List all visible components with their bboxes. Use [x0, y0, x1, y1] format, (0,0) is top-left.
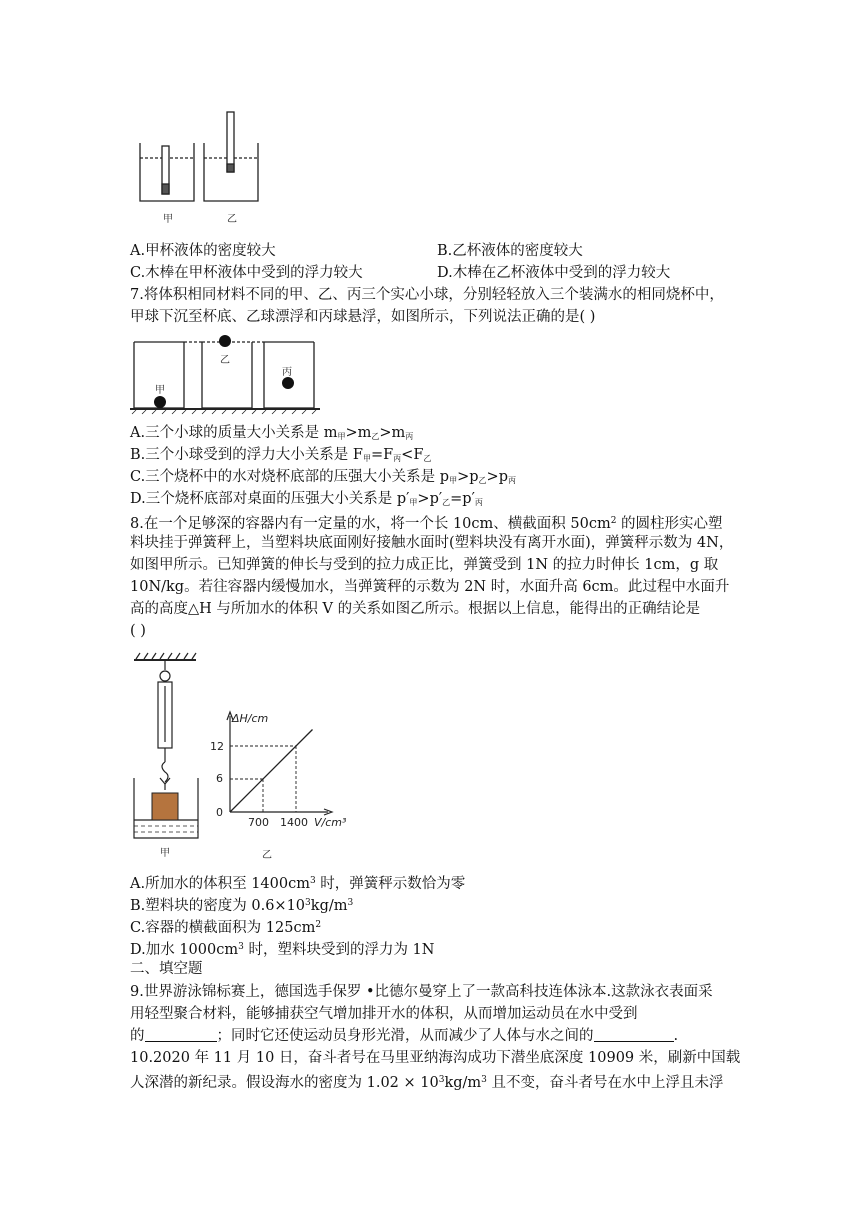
chart-series-line — [230, 730, 313, 813]
q8-fig-label-jia: 甲 — [160, 848, 170, 859]
ball-jia — [154, 396, 166, 408]
q6-option-c: C.木棒在甲杯液体中受到的浮力较大 — [130, 265, 363, 281]
ball-bing — [282, 377, 294, 389]
q7-fig-label-yi: 乙 — [220, 355, 230, 366]
q10-line1: 10.2020 年 11 月 10 日，奋斗者号在马里亚纳海沟成功下潜坐底深度 10909 米，刷新中国载 — [130, 1050, 741, 1066]
fig6-label-yi: 乙 — [227, 214, 237, 225]
q9-line1: 9.世界游泳锦标赛上，德国选手保罗 •比德尔曼穿上了一款高科技连体泳本.这款泳衣表面采 — [130, 984, 713, 1000]
q8-fig-label-yi: 乙 — [262, 850, 272, 861]
q6-option-a: A.甲杯液体的密度较大 — [130, 243, 276, 259]
chart-ylabel: ΔH/cm — [232, 712, 269, 725]
ball-yi — [219, 335, 231, 347]
q8-line6: ( ) — [130, 623, 146, 639]
q10-line2: 人深潜的新纪录。假设海水的密度为 $1.02 \times 10^3kg/m^3$ 且不变，奋斗者号在水中上浮且未浮 — [130, 1075, 724, 1091]
chart-ytick-0: 0 — [216, 806, 223, 819]
q8-option-b: B.塑料块的密度为 $0.6\times 10^3kg/m^3$ — [130, 898, 354, 914]
q9-line2: 用轻型聚合材料，能够捕获空气增加排开水的体积，从而增加运动员在水中受到 — [130, 1006, 638, 1022]
q8-line4: 10N/kg。若往容器内缓慢加水，当弹簧秤的示数为 2N 时，水面升高 6cm。此过程中水面升 — [130, 579, 730, 595]
q7-option-b: B.三个小球受到的浮力大小关系是 $F_甲=F_丙<F_乙$ — [130, 447, 432, 463]
q7-fig-label-jia: 甲 — [155, 385, 165, 396]
beaker-yi — [204, 112, 258, 201]
q9-blank-2[interactable] — [594, 1027, 674, 1042]
q7-stem-line1: 7.将体积相同材料不同的甲、乙、丙三个实心小球，分别轻轻放入三个装满水的相同烧杯中， — [130, 287, 724, 303]
q8-option-d: D.加水 $1000cm^3$ 时，塑料块受到的浮力为 1N — [130, 942, 435, 958]
beaker-jia — [140, 143, 194, 201]
q8-figure-jia — [130, 650, 210, 860]
q8-chart-yi — [206, 708, 366, 863]
q8-line1: 8.在一个足够深的容器内有一定量的水，将一个长 10cm、横截面积 $50cm^2$ 的圆柱形实心塑 — [130, 516, 723, 532]
chart-xlabel: V/cm³ — [314, 816, 347, 829]
q9-blank-1[interactable] — [145, 1027, 217, 1042]
q6-option-d: D.木棒在乙杯液体中受到的浮力较大 — [437, 265, 671, 281]
q7-fig-label-bing: 丙 — [282, 367, 292, 378]
q6-figure — [130, 108, 280, 233]
q8-option-a: A.所加水的体积至 $1400cm^3$ 时，弹簧秤示数恰为零 — [130, 876, 466, 892]
q8-line3: 如图甲所示。已知弹簧的伸长与受到的拉力成正比，弹簧受到 1N 的拉力时伸长 1cm，g 取 — [130, 557, 719, 573]
chart-xtick-1400: 1400 — [280, 816, 308, 829]
chart-ytick-6: 6 — [216, 772, 223, 785]
section-title-fill-blank: 二、填空题 — [130, 961, 203, 977]
q8-option-c: C.容器的横截面积为 $125cm^2$ — [130, 920, 322, 936]
q7-figure — [130, 330, 325, 415]
chart-ytick-12: 12 — [210, 740, 224, 753]
q7-option-d: D.三个烧杯底部对桌面的压强大小关系是 $p'_甲>p'_乙=p'_丙$ — [130, 491, 483, 507]
q8-line5: 高的高度△H 与所加水的体积 V 的关系如图乙所示。根据以上信息，能得出的正确结论是 — [130, 601, 701, 617]
plastic-block — [152, 793, 178, 820]
chart-xtick-700: 700 — [248, 816, 269, 829]
q6-option-b: B.乙杯液体的密度较大 — [437, 243, 583, 259]
fig6-label-jia: 甲 — [163, 214, 173, 225]
q7-option-a: A.三个小球的质量大小关系是 $m_甲>m_乙>m_丙$ — [130, 425, 414, 441]
q8-line2: 料块挂于弹簧秤上，当塑料块底面刚好接触水面时(塑料块没有离开水面)，弹簧秤示数为 4N， — [130, 535, 734, 551]
q7-option-c: C.三个烧杯中的水对烧杯底部的压强大小关系是 $p_甲>p_乙>p_丙$ — [130, 469, 516, 485]
q9-line3: 的 ；同时它还使运动员身形光滑，从而减少了人体与水之间的 . — [130, 1028, 679, 1044]
q7-stem-line2: 甲球下沉至杯底、乙球漂浮和丙球悬浮，如图所示，下列说法正确的是( ) — [130, 309, 596, 325]
